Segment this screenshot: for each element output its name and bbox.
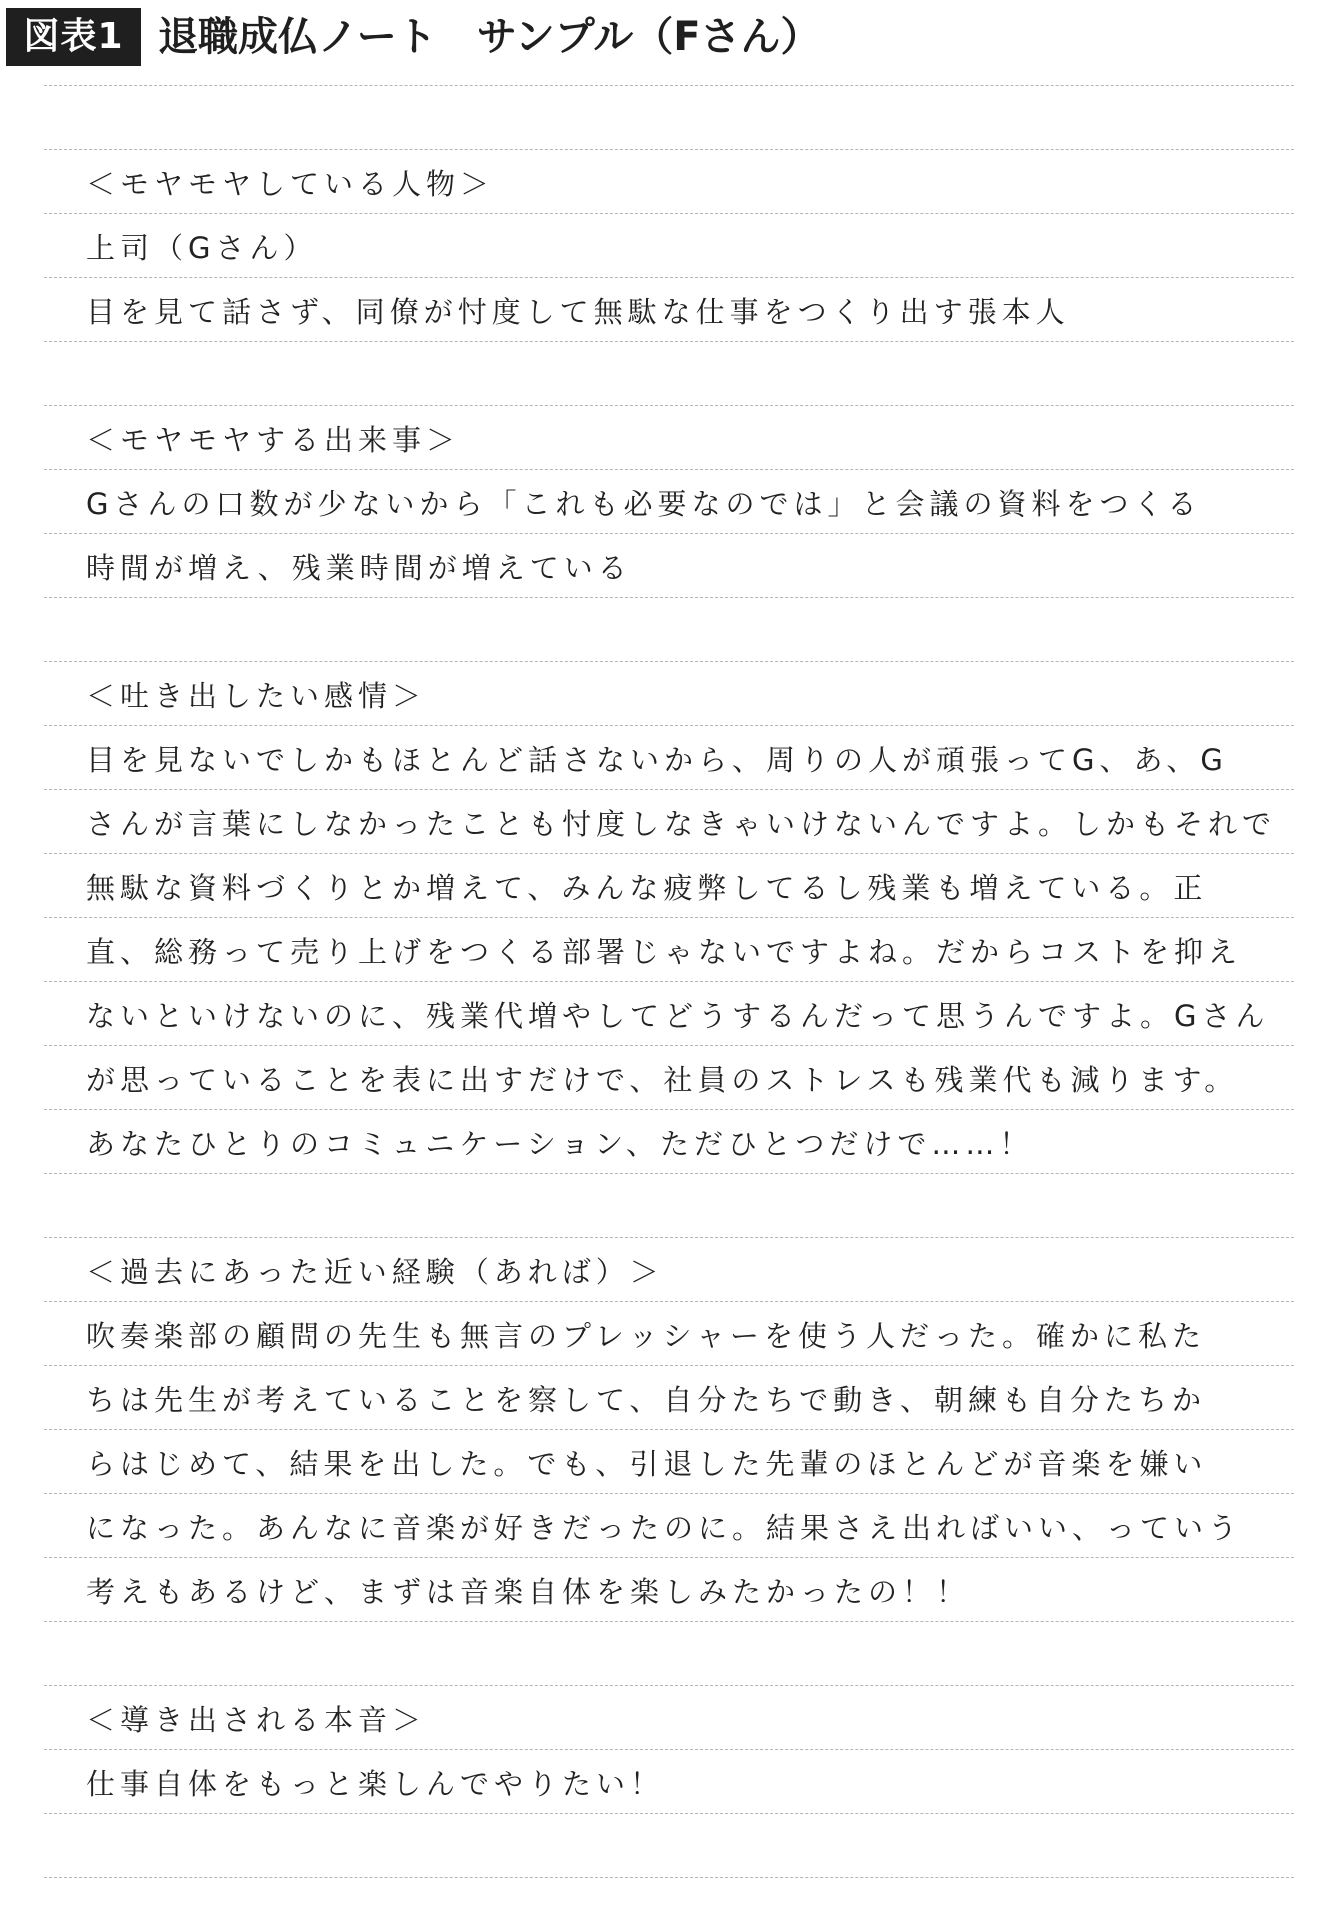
text-line bbox=[44, 278, 1294, 342]
text-line bbox=[44, 726, 1294, 790]
blank-line bbox=[44, 598, 1294, 662]
text: になった。あんなに音楽が好きだったのに。結果さえ出ればいい、っていう bbox=[86, 1511, 1243, 1545]
section-heading-line bbox=[44, 662, 1294, 726]
section-heading: ＜吐き出したい感情＞ bbox=[86, 679, 427, 713]
text: Gさんの口数が少ないから「これも必要なのでは」と会議の資料をつくる bbox=[86, 487, 1202, 521]
section-heading: ＜導き出される本音＞ bbox=[86, 1703, 427, 1737]
section-heading: ＜モヤモヤしている人物＞ bbox=[86, 167, 495, 201]
text-line bbox=[44, 854, 1294, 918]
text-line bbox=[44, 1366, 1294, 1430]
text-line bbox=[44, 790, 1294, 854]
text: ちは先生が考えていることを察して、自分たちで動き、朝練も自分たちか bbox=[86, 1383, 1206, 1417]
text: 無駄な資料づくりとか増えて、みんな疲弊してるし残業も増えている。正 bbox=[86, 871, 1208, 905]
blank-line bbox=[44, 1174, 1294, 1238]
text: あなたひとりのコミュニケーション、ただひとつだけで……！ bbox=[86, 1127, 1034, 1161]
text: 目を見て話さず、同僚が忖度して無駄な仕事をつくり出す張本人 bbox=[86, 295, 1070, 329]
page-title: 退職成仏ノート サンプル（Fさん） bbox=[158, 14, 821, 60]
blank-line bbox=[44, 22, 1294, 86]
text-line bbox=[44, 534, 1294, 598]
section-heading: ＜モヤモヤする出来事＞ bbox=[86, 423, 461, 457]
blank-line bbox=[44, 342, 1294, 406]
text: 直、総務って売り上げをつくる部署じゃないですよね。だからコストを抑え bbox=[86, 935, 1243, 969]
text: 考えもあるけど、まずは音楽自体を楽しみたかったの！！ bbox=[86, 1575, 971, 1609]
text-line bbox=[44, 1494, 1294, 1558]
text-line bbox=[44, 982, 1294, 1046]
notebook bbox=[44, 22, 1294, 1878]
text-line bbox=[44, 470, 1294, 534]
text: ないといけないのに、残業代増やしてどうするんだって思うんですよ。Gさん bbox=[86, 999, 1270, 1033]
text: が思っていることを表に出すだけで、社員のストレスも残業代も減ります。 bbox=[86, 1063, 1239, 1097]
text: 上司（Gさん） bbox=[86, 231, 318, 265]
section-heading: ＜過去にあった近い経験（あれば）＞ bbox=[86, 1255, 664, 1289]
section-heading-line bbox=[44, 406, 1294, 470]
blank-line bbox=[44, 1622, 1294, 1686]
text: らはじめて、結果を出した。でも、引退した先輩のほとんどが音楽を嫌い bbox=[86, 1447, 1208, 1481]
blank-line bbox=[44, 1814, 1294, 1878]
text-line bbox=[44, 1430, 1294, 1494]
text: 目を見ないでしかもほとんど話さないから、周りの人が頑張ってG、あ、G bbox=[86, 743, 1228, 777]
text-line bbox=[44, 1046, 1294, 1110]
text: 吹奏楽部の顧問の先生も無言のプレッシャーを使う人だった。確かに私た bbox=[86, 1319, 1206, 1353]
section-heading-line bbox=[44, 150, 1294, 214]
section-heading-line bbox=[44, 1686, 1294, 1750]
text-line bbox=[44, 1750, 1294, 1814]
text: 時間が増え、残業時間が増えている bbox=[86, 551, 632, 585]
figure-tag: 図表1 bbox=[6, 8, 141, 66]
text-line bbox=[44, 1110, 1294, 1174]
text: さんが言葉にしなかったことも忖度しなきゃいけないんですよ。しかもそれで bbox=[86, 807, 1277, 841]
text-line bbox=[44, 1558, 1294, 1622]
text: 仕事自体をもっと楽しんでやりたい！ bbox=[86, 1767, 665, 1801]
text-line bbox=[44, 918, 1294, 982]
section-heading-line bbox=[44, 1238, 1294, 1302]
text-line bbox=[44, 214, 1294, 278]
blank-line bbox=[44, 86, 1294, 150]
text-line bbox=[44, 1302, 1294, 1366]
